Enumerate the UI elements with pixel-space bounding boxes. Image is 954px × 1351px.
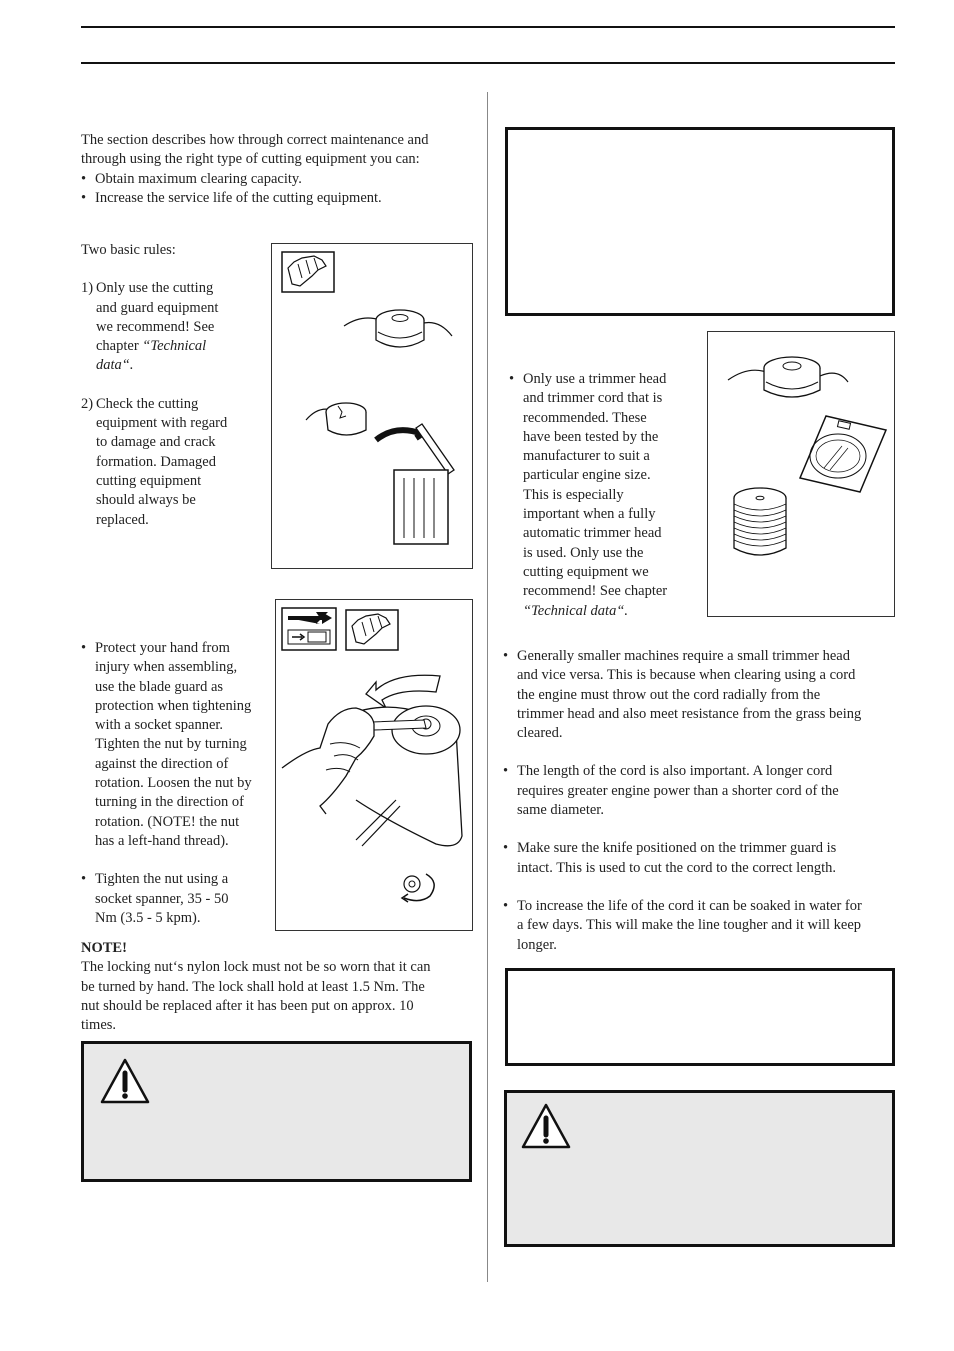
illustration-trimmer-cord: [708, 332, 896, 618]
illustration-socket-spanner: [276, 600, 474, 932]
glove-icon: [346, 610, 398, 650]
rule-number: 2): [81, 395, 94, 412]
list-item: • Increase the service life of the cutting equipment.: [81, 189, 382, 206]
rotation-arrow-icon: [366, 675, 440, 708]
header-rule-top: [81, 26, 895, 28]
rules-section: [81, 241, 261, 530]
note-title: NOTE!: [81, 940, 127, 956]
intro-line: through using the right type of cutting equipment you can:: [81, 151, 420, 168]
list-item: • The length of the cord is also important. A longer cord requires greater engine power than a shorter cord of the same diameter.: [503, 763, 839, 819]
waste-bin-icon: [394, 424, 454, 544]
intro-line: The section describes how through correct maintenance and: [81, 132, 429, 148]
list-item: • Make sure the knife positioned on the trimmer guard is intact. This is used to cut the cord to the correct length.: [503, 840, 837, 876]
assembly-section: [81, 639, 271, 928]
rule-item-2: 2) Check the cutting equipment with regard to damage and crack formation. Damaged cutting equipment should always be replaced.: [81, 395, 261, 530]
figure-replace-equipment: [271, 243, 473, 569]
list-item: • Protect your hand from injury when assembling, use the blade guard as protection when tightening with a socket spanner. Tighten the nut by turning against the direction of rotation. Loosen the nut by turning in the direction of rotation. (NOTE! the nut has a left-hand thread).: [81, 640, 252, 849]
rule-number: 1): [81, 280, 94, 297]
illustration-trash-trimmer: [272, 244, 474, 570]
rule-item-1: 1) Only use the cutting and guard equipment we recommend! See chapter “Technical data“.: [81, 279, 261, 375]
nut-rotation-icon: [402, 874, 434, 902]
warning-box-right: [504, 1090, 895, 1247]
trimmer-head-icon: [344, 310, 452, 347]
rules-heading: Two basic rules:: [81, 242, 176, 258]
warning-box-left: [81, 1041, 472, 1182]
direction-manual-icon: [282, 608, 336, 650]
list-item: • Only use a trimmer head and trimmer cord that is recommended. These have been tested by the manufacturer to suit a particular engine size. This is especially important when a fully automatic trimmer head is used. Only use the cutting equipment we recommend! See chapter “Technical data“.: [509, 371, 668, 619]
figure-assembly: [275, 599, 473, 931]
note-section: NOTE! The locking nut‘s nylon lock must not be so worn that it can be turned by hand. The lock shall hold at least 1.5 Nm. The nut should be replaced after it has been put on approx. 10 times.: [81, 939, 481, 1035]
list-item: • Generally smaller machines require a small trimmer head and vice versa. This is because when clearing using a cord the engine must throw out the cord radially from the trimmer head and also meet resistance from the grass being cleared.: [503, 648, 862, 742]
figure-trimmer-cord: [707, 331, 895, 617]
header-rule-bottom: [81, 62, 895, 64]
right-bullet-list: [503, 647, 895, 955]
list-item: • Tighten the nut using a socket spanner, 35 - 50 Nm (3.5 - 5 kpm).: [81, 871, 229, 926]
arrow-icon: [376, 428, 422, 440]
trimmer-head-icon: [728, 357, 848, 397]
list-item: • To increase the life of the cord it can be soaked in water for a few days. This will make the line tougher and it will keep longer.: [503, 897, 862, 953]
broken-trimmer-head-icon: [306, 403, 366, 435]
warning-triangle-icon: [519, 1099, 579, 1159]
warning-triangle-icon: [98, 1054, 158, 1114]
column-divider: [487, 92, 488, 1282]
trimmer-section: [509, 370, 699, 621]
info-box-bottom-right: [505, 968, 895, 1066]
glove-icon: [282, 252, 334, 292]
list-item: • Obtain maximum clearing capacity.: [81, 170, 302, 187]
cord-package-icon: [800, 416, 886, 492]
cord-spool-icon: [734, 488, 786, 555]
info-box-top-right: [505, 127, 895, 316]
intro-section: [81, 131, 481, 208]
